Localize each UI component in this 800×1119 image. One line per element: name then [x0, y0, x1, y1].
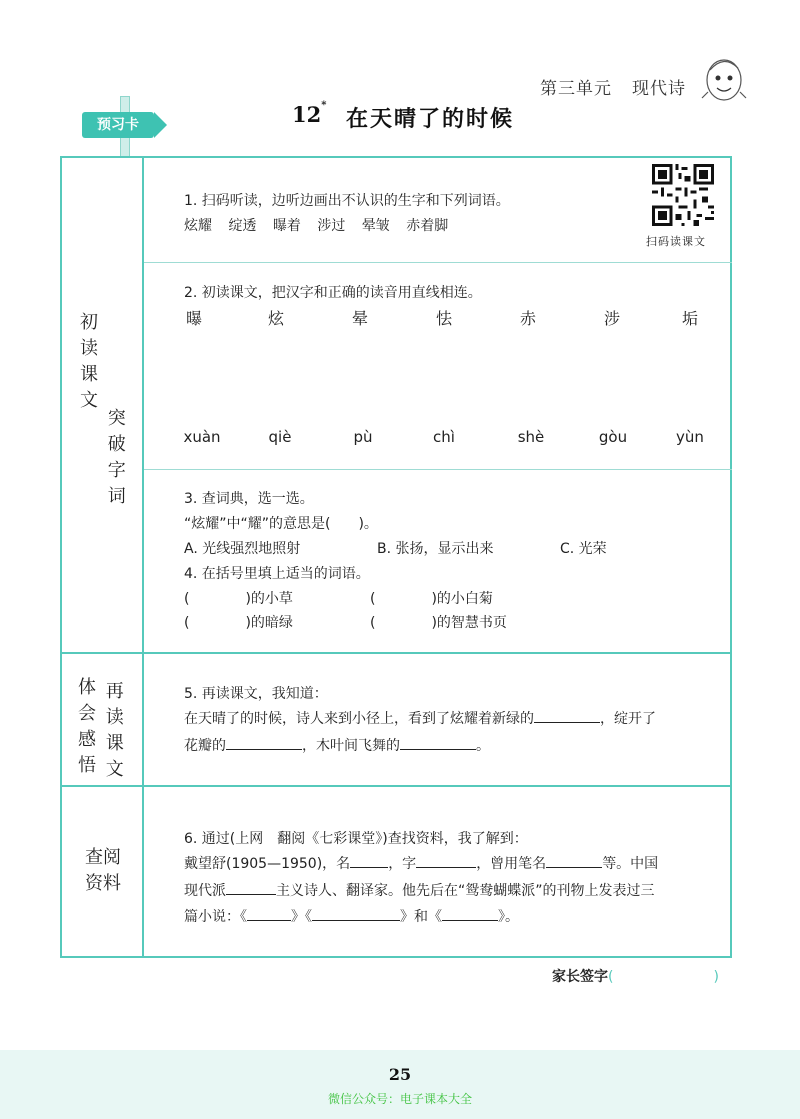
question-divider: [144, 469, 732, 470]
wechat-watermark: 微信公众号：电子课本大全: [327, 1092, 472, 1106]
question-6-line1: [184, 853, 658, 873]
fill-item[interactable]: ( )的小草: [184, 591, 293, 607]
pinyin: chì: [433, 428, 455, 446]
pinyin: shè: [517, 428, 545, 446]
category-reread-line1: 再读课文: [105, 681, 124, 780]
word: 晕皱: [361, 218, 390, 234]
q5-text: ，绽开了: [600, 711, 656, 727]
question-5: 5. 再读课文，我知道：: [184, 686, 328, 702]
category-reread: [76, 675, 126, 783]
q6-text: 等。中国: [602, 856, 659, 872]
question-5-line1: [184, 708, 656, 728]
pinyin: xuàn: [183, 428, 221, 446]
answer-blank[interactable]: [312, 906, 400, 921]
category-research-line2: 资料: [85, 873, 121, 894]
unit-heading: [540, 74, 686, 99]
question-3: 3. 查词典，选一选。: [184, 491, 314, 507]
q6-text: ，曾用笔名: [476, 856, 547, 872]
q6-text: 戴望舒(1905—1950)，名: [184, 856, 351, 872]
q6-text: 》和《: [400, 909, 442, 925]
character: 垢: [681, 309, 698, 328]
question-divider: [144, 262, 732, 263]
q6-text: 》《: [291, 909, 312, 925]
pinyin: pù: [353, 428, 373, 446]
question-6-line3: [184, 906, 519, 926]
question-4: 4. 在括号里填上适当的词语。: [184, 566, 370, 582]
pinyin: yùn: [676, 428, 704, 446]
column-divider: [142, 156, 144, 958]
qr-code-icon[interactable]: [652, 164, 714, 226]
footer-band: [0, 1050, 800, 1119]
category-first-read: [78, 310, 128, 510]
q6-text: 现代派: [184, 883, 226, 899]
word: 赤着脚: [406, 218, 449, 234]
question-3-prompt: “炫耀”中“耀”的意思是( )。: [184, 516, 378, 532]
signature-label: 家长签字: [552, 969, 608, 985]
signature-open: (: [608, 969, 614, 985]
word: 曝着: [272, 218, 301, 234]
question-6: 6. 通过(上网 翻阅《七彩课堂》)查找资料，我了解到：: [184, 831, 528, 847]
question-6-line2: [184, 880, 655, 900]
fill-item[interactable]: ( )的小白菊: [370, 591, 493, 607]
character: 炫: [267, 309, 284, 328]
row-divider: [60, 785, 732, 787]
option-a[interactable]: A. 光线强烈地照射: [184, 541, 301, 557]
answer-blank[interactable]: [442, 906, 498, 921]
option-b[interactable]: B. 张扬，显示出来: [377, 541, 494, 557]
lesson-title: 在天晴了的时候: [346, 106, 515, 132]
q5-text: 花瓣的: [184, 738, 226, 754]
mascot-icon: [700, 52, 748, 106]
parent-signature: [552, 966, 719, 986]
character: 赤: [519, 309, 536, 328]
word: 涉过: [317, 218, 346, 234]
category-first-read-line1: 初读课文: [80, 312, 98, 411]
category-reread-line2: 体会感悟: [78, 677, 96, 776]
answer-blank[interactable]: [350, 853, 388, 868]
pinyin: gòu: [598, 428, 628, 446]
word: 炫耀: [184, 218, 212, 234]
q6-text: 主义诗人、翻译家。他先后在“鸳鸯蝴蝶派”的刊物上发表过三: [276, 883, 655, 899]
fill-item[interactable]: ( )的智慧书页: [370, 615, 507, 631]
category-first-read-line2: 突破字词: [107, 408, 126, 507]
preview-card-tag: 预习卡: [82, 112, 154, 138]
qr-label: 扫码读课文: [646, 235, 706, 248]
word-list: [184, 215, 460, 235]
lesson-mark: *: [321, 100, 327, 111]
signature-close: ): [713, 969, 719, 985]
lesson-number: [292, 102, 326, 127]
unit-name: 第三单元: [540, 79, 612, 99]
q6-text: ，字: [388, 856, 417, 872]
question-2: 2. 初读课文，把汉字和正确的读音用直线相连。: [184, 285, 482, 301]
q5-text: 在天晴了的时候，诗人来到小径上，看到了炫耀着新绿的: [184, 711, 534, 727]
category-research: [78, 845, 128, 897]
character: 晕: [351, 309, 368, 328]
option-c[interactable]: C. 光荣: [560, 541, 607, 557]
q5-text: 。: [476, 738, 490, 754]
pinyin: qiè: [268, 428, 292, 446]
answer-blank[interactable]: [534, 708, 600, 723]
q6-text: 》。: [498, 909, 519, 925]
character: 涉: [603, 309, 620, 328]
answer-blank[interactable]: [416, 853, 476, 868]
genre-name: 现代诗: [632, 79, 686, 99]
question-1: 1. 扫码听读，边听边画出不认识的生字和下列词语。: [184, 193, 510, 209]
answer-blank[interactable]: [546, 853, 602, 868]
answer-blank[interactable]: [400, 735, 476, 750]
character: 怯: [435, 309, 452, 328]
lesson-number-value: 12: [292, 102, 322, 127]
word: 绽透: [228, 218, 257, 234]
row-divider: [60, 652, 732, 654]
answer-blank[interactable]: [226, 735, 302, 750]
character: 曝: [185, 309, 202, 328]
q6-text: 篇小说：《: [184, 909, 247, 925]
q5-text: ，木叶间飞舞的: [302, 738, 400, 754]
category-research-line1: 查阅: [85, 847, 121, 868]
fill-item[interactable]: ( )的暗绿: [184, 615, 293, 631]
answer-blank[interactable]: [247, 906, 291, 921]
question-5-line2: [184, 735, 490, 755]
page-number: 25: [388, 1065, 412, 1084]
answer-blank[interactable]: [226, 880, 276, 895]
